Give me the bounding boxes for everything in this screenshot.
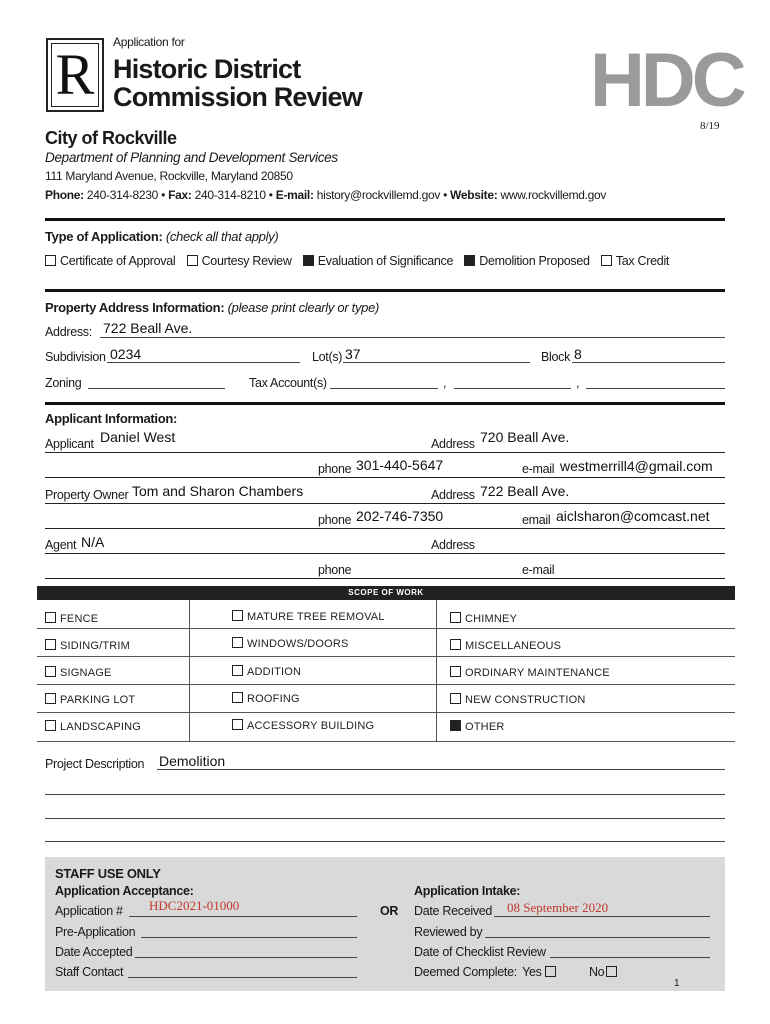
checkbox[interactable]	[232, 692, 243, 703]
checkbox[interactable]	[45, 612, 56, 623]
divider	[45, 289, 725, 292]
org-website[interactable]: www.rockvillemd.gov	[500, 188, 607, 202]
reviewed-by-field[interactable]	[485, 937, 710, 938]
applicant-email-field[interactable]: westmerrill4@gmail.com	[560, 458, 713, 474]
lots-label: Lot(s)	[312, 350, 343, 364]
org-fax: 240-314-8210	[194, 188, 266, 202]
checkbox[interactable]	[601, 255, 612, 266]
checkbox[interactable]	[450, 666, 461, 677]
fax-label: Fax:	[168, 188, 192, 202]
checkbox[interactable]	[45, 720, 56, 731]
date-received-field[interactable]: 08 September 2020	[507, 900, 609, 915]
block-label: Block	[541, 350, 571, 364]
city-name: City of Rockville	[45, 128, 177, 148]
project-description-label: Project Description	[45, 757, 145, 771]
property-address-field[interactable]: 722 Beall Ave.	[103, 320, 193, 336]
subdivision-label: Subdivision	[45, 350, 106, 364]
scope-signage[interactable]: SIGNAGE	[45, 666, 112, 679]
form-title-line1: Historic District	[113, 54, 301, 84]
pre-application-label: Pre-Application	[55, 925, 136, 939]
divider	[45, 402, 725, 405]
scope-mature-tree-removal[interactable]: MATURE TREE REMOVAL	[232, 610, 385, 623]
email-label: E-mail:	[275, 188, 314, 202]
option-tax-credit[interactable]: Tax Credit	[601, 254, 669, 268]
scope-grid	[37, 600, 735, 742]
deemed-complete-row	[414, 965, 621, 979]
phone-label: Phone:	[45, 188, 84, 202]
website-label: Website:	[450, 188, 498, 202]
checklist-review-label: Date of Checklist Review	[414, 945, 546, 959]
scope-chimney[interactable]: CHIMNEY	[450, 612, 517, 625]
zoning-label: Zoning	[45, 376, 82, 390]
owner-field[interactable]: Tom and Sharon Chambers	[132, 483, 304, 499]
option-demolition-proposed[interactable]: Demolition Proposed	[464, 254, 589, 268]
owner-label: Property Owner	[45, 488, 129, 502]
scope-accessory-building[interactable]: ACCESSORY BUILDING	[232, 719, 374, 732]
applicant-address-field[interactable]: 720 Beall Ave.	[480, 429, 570, 445]
owner-address-label: Address	[431, 488, 475, 502]
date-accepted-field[interactable]	[135, 957, 357, 958]
lots-field[interactable]: 37	[345, 346, 361, 362]
checklist-review-field[interactable]	[550, 957, 710, 958]
zoning-field[interactable]	[88, 388, 225, 389]
app-number-field[interactable]: HDC2021-01000	[149, 898, 240, 913]
scope-parking-lot[interactable]: PARKING LOT	[45, 693, 135, 706]
applicant-phone-field[interactable]: 301-440-5647	[356, 457, 444, 473]
contact-line: Phone: 240-314-8230 • Fax: 240-314-8210 • E-mail: history@rockvillemd.gov • Website: www.rockvillemd.gov	[45, 188, 607, 202]
org-phone: 240-314-8230	[86, 188, 159, 202]
checkbox[interactable]	[45, 693, 56, 704]
applicant-label: Applicant	[45, 437, 94, 451]
tax-account-field-3[interactable]	[586, 388, 725, 389]
applicant-field[interactable]: Daniel West	[100, 429, 176, 445]
applicant-email-label: e-mail	[522, 462, 555, 476]
owner-email-label: email	[522, 513, 551, 527]
scope-windows-doors[interactable]: WINDOWS/DOORS	[232, 637, 349, 650]
org-email[interactable]: history@rockvillemd.gov	[316, 188, 441, 202]
scope-miscellaneous[interactable]: MISCELLANEOUS	[450, 639, 561, 652]
org-address: 111 Maryland Avenue, Rockville, Maryland 20850	[45, 169, 293, 183]
or-label: OR	[380, 904, 399, 918]
application-for-label: Application for	[113, 35, 185, 49]
checkbox-checked[interactable]	[450, 720, 461, 731]
block-field[interactable]: 8	[574, 346, 582, 362]
scope-addition[interactable]: ADDITION	[232, 665, 301, 678]
scope-landscaping[interactable]: LANDSCAPING	[45, 720, 141, 733]
checkbox[interactable]	[606, 966, 617, 977]
tax-account-field-2[interactable]	[454, 388, 571, 389]
applicant-phone-label: phone	[318, 462, 352, 476]
form-title-line2: Commission Review	[113, 82, 362, 112]
type-heading: Type of Application: (check all that apply)	[45, 229, 279, 244]
page-number: 1	[674, 978, 680, 989]
agent-field[interactable]: N/A	[81, 534, 105, 550]
staff-heading: STAFF USE ONLY	[55, 866, 161, 881]
staff-contact-label: Staff Contact	[55, 965, 124, 979]
staff-contact-field[interactable]	[128, 977, 357, 978]
hdc-code: HDC	[590, 38, 743, 123]
option-courtesy-review[interactable]: Courtesy Review	[187, 254, 292, 268]
deemed-complete-label: Deemed Complete:	[414, 965, 517, 979]
applicant-address-label: Address	[431, 437, 475, 451]
scope-fence[interactable]: FENCE	[45, 612, 98, 625]
owner-phone-label: phone	[318, 513, 352, 527]
divider	[45, 218, 725, 221]
property-address-label: Address:	[45, 325, 92, 339]
subdivision-field[interactable]: 0234	[110, 346, 142, 362]
agent-email-label: e-mail	[522, 563, 555, 577]
checkbox[interactable]	[450, 693, 461, 704]
app-number-label: Application #	[55, 904, 123, 918]
option-evaluation-of-significance[interactable]: Evaluation of Significance	[303, 254, 453, 268]
form-version: 8/19	[700, 120, 720, 132]
owner-address-field[interactable]: 722 Beall Ave.	[480, 483, 570, 499]
agent-label: Agent	[45, 538, 77, 552]
checkbox[interactable]	[232, 610, 243, 621]
checkbox[interactable]	[45, 255, 56, 266]
reviewed-by-label: Reviewed by	[414, 925, 483, 939]
tax-account-field-1[interactable]	[330, 388, 438, 389]
pre-application-field[interactable]	[141, 937, 357, 938]
checkbox-checked[interactable]	[464, 255, 475, 266]
scope-siding-trim[interactable]: SIDING/TRIM	[45, 639, 130, 652]
checkbox[interactable]	[45, 639, 56, 650]
property-heading: Property Address Information: (please print clearly or type)	[45, 300, 380, 315]
checkbox[interactable]	[232, 719, 243, 730]
deemed-yes[interactable]: Yes	[522, 965, 560, 979]
acceptance-heading: Application Acceptance:	[55, 884, 194, 898]
owner-phone-field[interactable]: 202-746-7350	[356, 508, 444, 524]
date-accepted-label: Date Accepted	[55, 945, 133, 959]
logo-letter: R	[55, 42, 95, 107]
checkbox[interactable]	[545, 966, 556, 977]
tax-account-label: Tax Account(s)	[249, 376, 327, 390]
scope-ordinary-maintenance[interactable]: ORDINARY MAINTENANCE	[450, 666, 610, 679]
checkbox[interactable]	[45, 666, 56, 677]
intake-heading: Application Intake:	[414, 884, 521, 898]
scope-other[interactable]: OTHER	[450, 720, 505, 733]
agent-phone-label: phone	[318, 563, 352, 577]
type-options	[45, 254, 669, 268]
agent-address-label: Address	[431, 538, 475, 552]
checkbox[interactable]	[187, 255, 198, 266]
checkbox[interactable]	[450, 612, 461, 623]
option-certificate-of-approval[interactable]: Certificate of Approval	[45, 254, 175, 268]
date-received-label: Date Received	[414, 904, 493, 918]
checkbox[interactable]	[232, 637, 243, 648]
department: Department of Planning and Development Services	[45, 150, 338, 165]
project-description-field[interactable]: Demolition	[159, 753, 226, 769]
scope-new-construction[interactable]: NEW CONSTRUCTION	[450, 693, 586, 706]
scope-roofing[interactable]: ROOFING	[232, 692, 300, 705]
checkbox[interactable]	[232, 665, 243, 676]
owner-email-field[interactable]: aiclsharon@comcast.net	[556, 508, 710, 524]
checkbox-checked[interactable]	[303, 255, 314, 266]
applicant-heading: Applicant Information:	[45, 411, 178, 426]
checkbox[interactable]	[450, 639, 461, 650]
scope-heading: SCOPE OF WORK	[37, 586, 735, 600]
deemed-no[interactable]: No	[589, 965, 621, 979]
logo	[46, 38, 104, 112]
